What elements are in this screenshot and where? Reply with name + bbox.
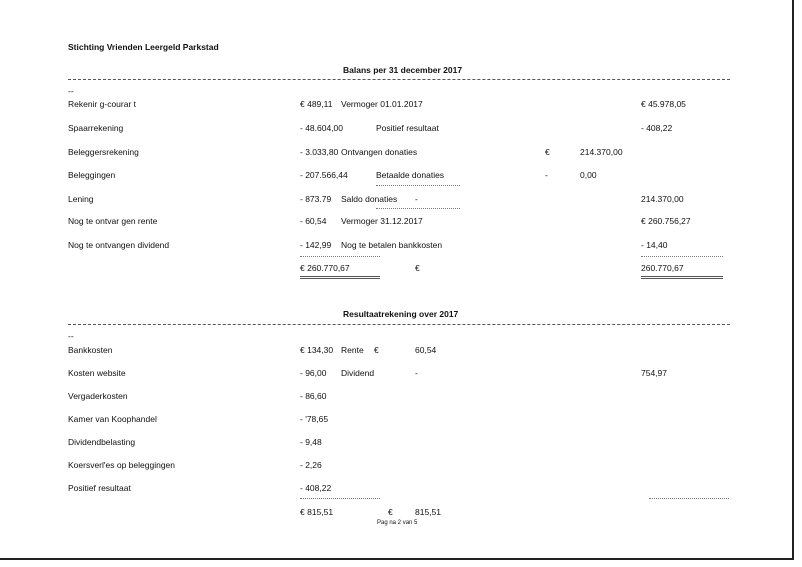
balance-right-label: Positief resultaat xyxy=(376,123,439,133)
balance-left-label: Beleggingen xyxy=(68,170,116,180)
balance-left-label: Beleggersrekening xyxy=(68,147,139,157)
balance-right-amount: 214.370,00 xyxy=(641,194,684,204)
result-left-label: Bankkosten xyxy=(68,345,113,355)
balance-left-amount: € 489,11 xyxy=(300,99,333,109)
result-right-total: 815,51 xyxy=(415,507,441,517)
result-stray-mark: -- xyxy=(68,331,74,341)
balance-right-sub-amount: 214.370,00 xyxy=(580,147,623,157)
balance-saldo-rule xyxy=(376,208,460,209)
balance-right-label: Vermoger 01.01.2017 xyxy=(341,99,423,109)
page-number: Pag na 2 van 5 xyxy=(377,520,418,526)
result-left-label: Kosten website xyxy=(68,368,126,378)
balance-left-total: € 260.770,67 xyxy=(300,263,350,273)
balance-left-amount: - 207.566,44 xyxy=(300,170,348,180)
balance-right-subtotal-rule xyxy=(641,256,723,257)
balance-left-label: Spaarrekening xyxy=(68,123,124,133)
result-right-amount: 60,54 xyxy=(415,345,437,355)
result-left-amount: - '78,65 xyxy=(300,414,329,424)
result-left-amount: - 2,26 xyxy=(300,460,322,470)
balance-right-sub-symbol: - xyxy=(545,170,548,180)
result-left-label: Vergaderkosten xyxy=(68,391,128,401)
balance-left-label: Nog te ontvangen dividend xyxy=(68,240,170,250)
balance-right-label: Saldo donaties xyxy=(341,194,398,204)
balance-right-total-rule xyxy=(641,276,723,279)
result-right-total-symbol: € xyxy=(388,507,393,517)
result-left-amount: - 9,48 xyxy=(300,437,322,447)
balance-right-label: Betaalde donaties xyxy=(376,170,445,180)
balance-left-label: Rekenir g-courar t xyxy=(68,99,137,109)
balance-right-total: 260.770,67 xyxy=(641,263,684,273)
organization-name: Stichting Vrienden Leergeld Parkstad xyxy=(68,42,219,52)
result-left-amount: - 408,22 xyxy=(300,483,332,493)
result-right-symbol: € xyxy=(374,345,379,355)
balance-right-sub-amount: 0,00 xyxy=(580,170,597,180)
result-right-symbol: - xyxy=(415,368,418,378)
result-header-rule xyxy=(68,324,730,325)
balance-right-label: Ontvangen donaties xyxy=(341,147,418,157)
balance-right-label: Nog te betalen bankkosten xyxy=(341,240,443,250)
result-left-amount: - 96,00 xyxy=(300,368,327,378)
balance-right-amount: - 408,22 xyxy=(641,123,673,133)
balance-right-amount: - 14,40 xyxy=(641,240,668,250)
balance-title: Balans per 31 december 2017 xyxy=(343,65,463,75)
balance-left-amount: - 3.033,80 xyxy=(300,147,339,157)
result-left-amount: € 134,30 xyxy=(300,345,334,355)
result-left-label: Koersverl'es op beleggingen xyxy=(68,460,176,470)
balance-right-amount: € 45.978,05 xyxy=(641,99,686,109)
balance-right-total-symbol: € xyxy=(415,263,420,273)
result-left-total-rule xyxy=(300,498,380,499)
balance-right-label: Vermoger 31.12.2017 xyxy=(341,216,423,226)
result-right-label: Dividend xyxy=(341,368,375,378)
result-right-total-rule xyxy=(649,498,729,499)
result-left-label: Dividendbelasting xyxy=(68,437,136,447)
balance-left-amount: - 48.604,00 xyxy=(300,123,344,133)
result-right-amount: 754,97 xyxy=(641,368,667,378)
balance-header-rule xyxy=(68,79,730,80)
balance-left-label: Nog te ontvar gen rente xyxy=(68,216,158,226)
result-title: Resultaatrekening over 2017 xyxy=(343,309,459,319)
balance-left-label: Lening xyxy=(68,194,94,204)
balance-right-dash: - xyxy=(415,194,418,204)
result-right-label: Rente xyxy=(341,345,364,355)
balance-right-sub-symbol: € xyxy=(545,147,550,157)
balance-donations-rule xyxy=(376,185,460,186)
balance-right-amount: € 260.756,27 xyxy=(641,216,691,226)
result-left-label: Kamer van Koophandel xyxy=(68,414,157,424)
balance-left-total-rule xyxy=(300,276,380,279)
balance-stray-mark: -- xyxy=(68,86,74,96)
result-left-total: € 815,51 xyxy=(300,507,334,517)
result-left-amount: - 86,60 xyxy=(300,391,327,401)
balance-left-amount: - 142,99 xyxy=(300,240,332,250)
balance-left-subtotal-rule xyxy=(300,256,380,257)
balance-left-amount: - 60,54 xyxy=(300,216,327,226)
result-left-label: Positief resultaat xyxy=(68,483,131,493)
balance-left-amount: - 873.79 xyxy=(300,194,332,204)
